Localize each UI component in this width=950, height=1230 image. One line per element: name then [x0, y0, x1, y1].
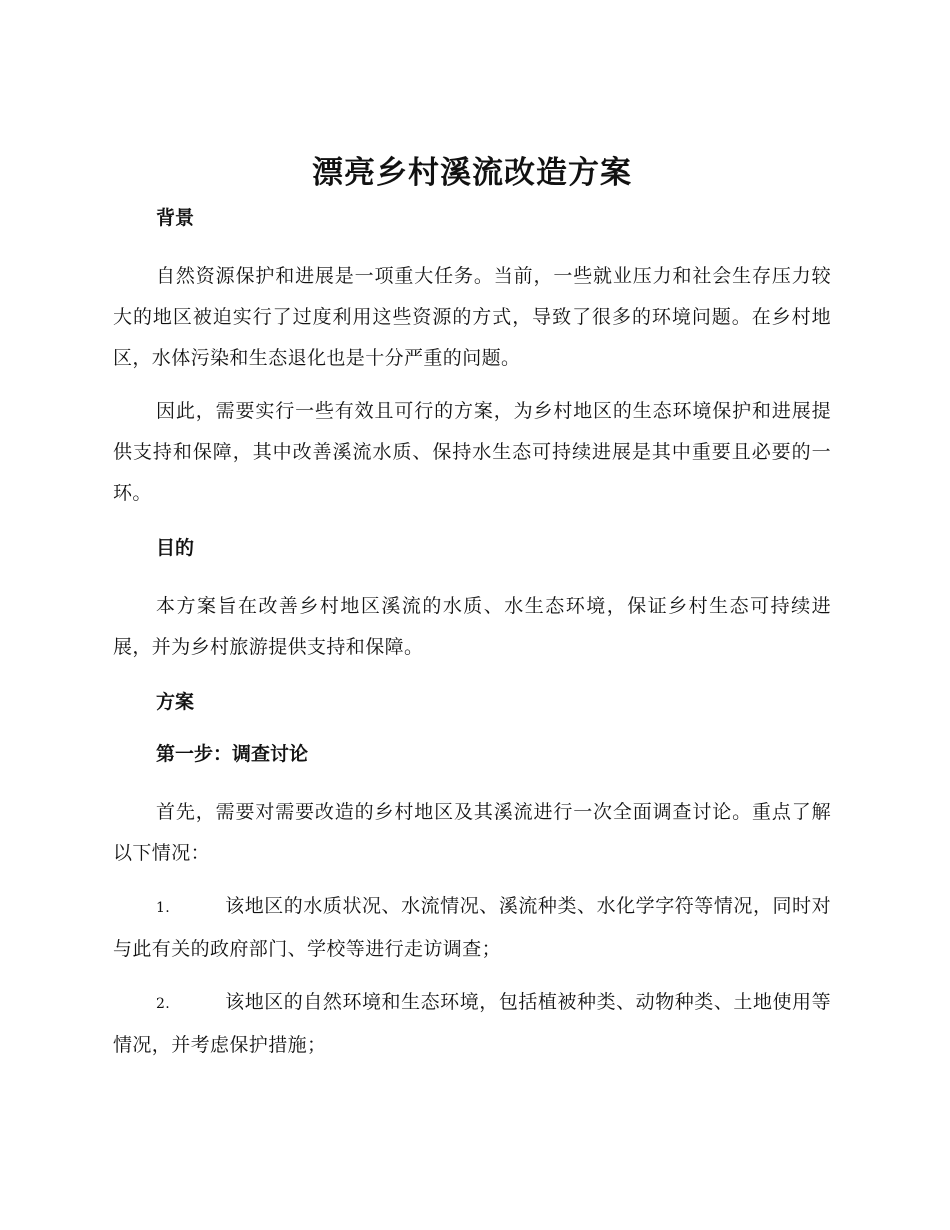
section-heading-plan: 方案: [156, 691, 195, 713]
list-item-text: 该地区的自然环境和生态环境，包括植被种类、动物种类、土地使用等情况，并考虑保护措施；: [113, 991, 831, 1056]
purpose-paragraph-1: 本方案旨在改善乡村地区溪流的水质、水生态环境，保证乡村生态可持续进展，并为乡村旅游提供支持和保障。: [113, 595, 831, 658]
background-paragraph-2: 因此，需要实行一些有效且可行的方案，为乡村地区的生态环境保护和进展提供支持和保障，其中改善溪流水质、保持水生态可持续进展是其中重要且必要的一环。: [113, 400, 831, 504]
document-body: [113, 150, 831, 1078]
background-paragraph-1: 自然资源保护和进展是一项重大任务。当前，一些就业压力和社会生存压力较大的地区被迫实行了过度利用这些资源的方式，导致了很多的环境问题。在乡村地区，水体污染和生态退化也是十分严重的问题。: [113, 265, 831, 369]
list-item-text: 该地区的水质状况、水流情况、溪流种类、水化学字符等情况，同时对与此有关的政府部门、学校等进行走访调查；: [113, 895, 831, 960]
list-item: [113, 886, 831, 970]
section-heading-background: 背景: [156, 207, 195, 229]
list-item-number: 1.: [156, 900, 171, 916]
list-item: [113, 982, 831, 1066]
step1-intro-paragraph: 首先，需要对需要改造的乡村地区及其溪流进行一次全面调查讨论。重点了解以下情况：: [113, 801, 831, 864]
list-item-number: 2.: [156, 996, 171, 1012]
document-title: 漂亮乡村溪流改造方案: [312, 155, 632, 191]
subsection-heading-step1: 第一步：调查讨论: [156, 743, 309, 765]
section-heading-purpose: 目的: [156, 537, 195, 559]
